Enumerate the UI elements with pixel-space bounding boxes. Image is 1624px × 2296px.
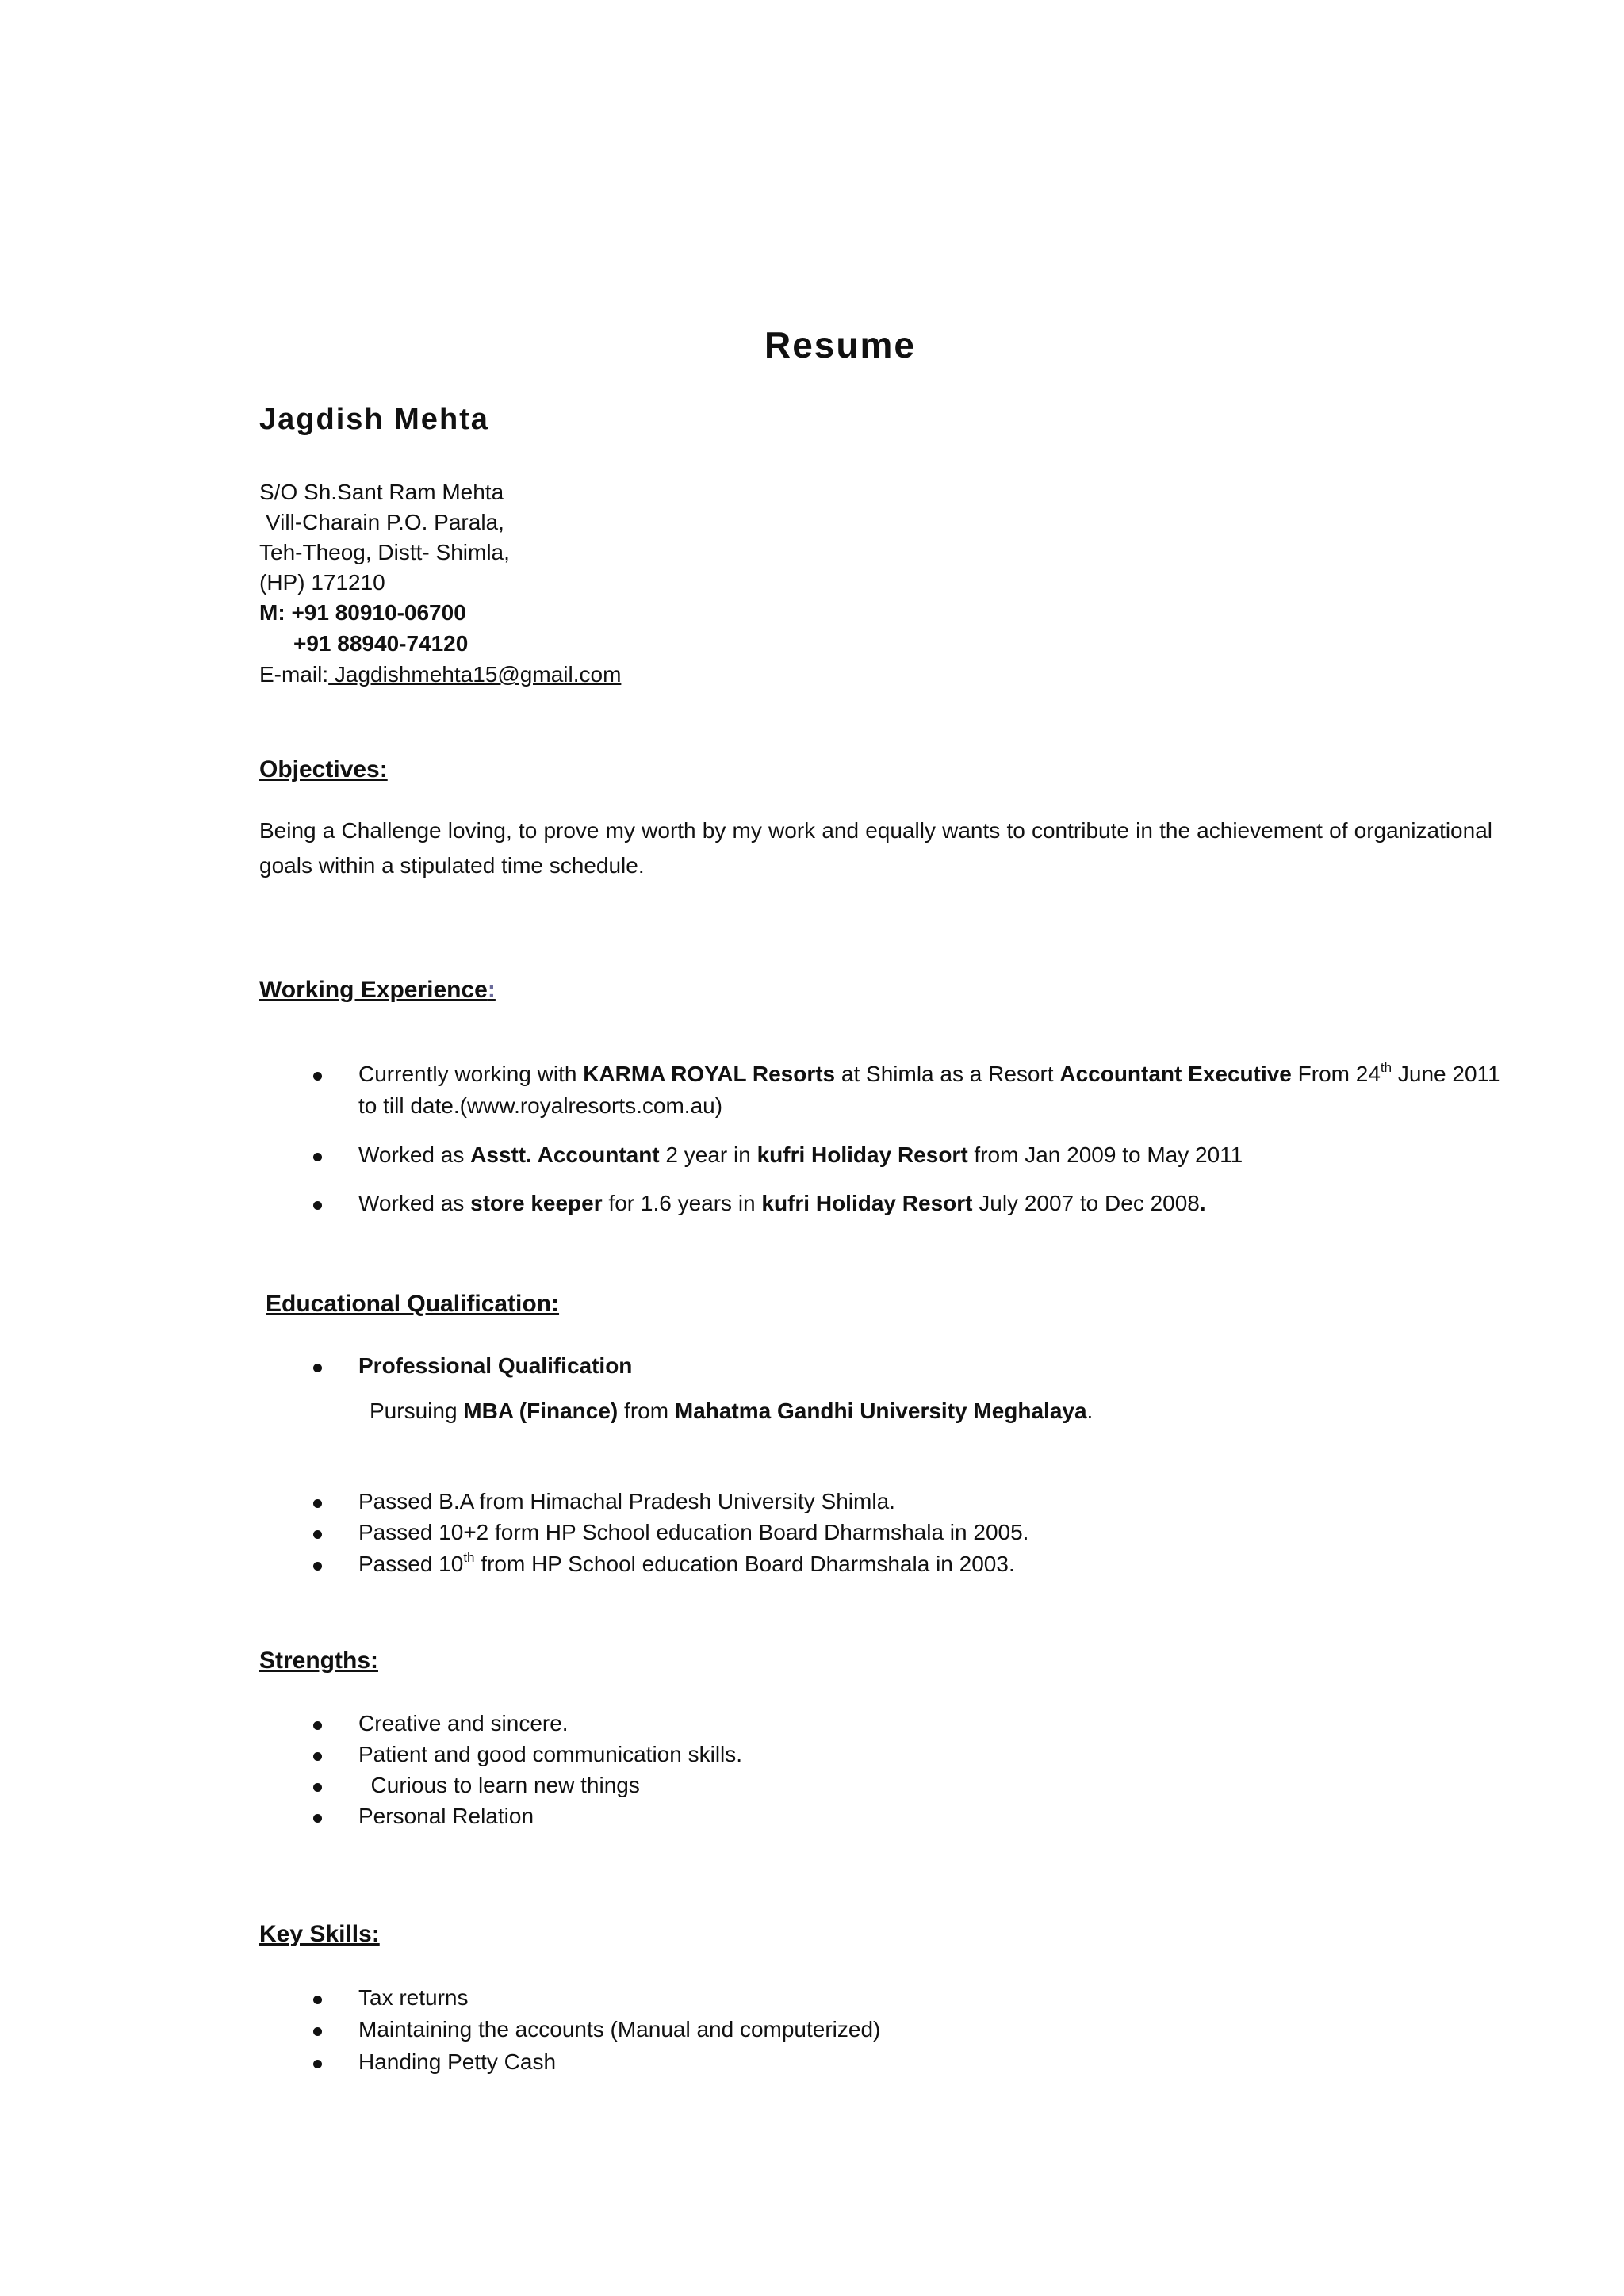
strength-item: Patient and good communication skills. [358, 1742, 743, 1766]
objectives-heading: Objectives: [259, 756, 388, 783]
mobile-label: M: [259, 600, 285, 625]
bullet [313, 1153, 322, 1161]
bullet [313, 1814, 322, 1823]
experience-item-3: Worked as store keeper for 1.6 years in kufri Holiday Resort July 2007 to Dec 2008. [358, 1191, 1206, 1215]
email-link[interactable]: Jagdishmehta15@gmail.com [328, 662, 622, 687]
mobile-line-1 [259, 598, 466, 628]
skill-item: Maintaining the accounts (Manual and computerized) [358, 2017, 881, 2042]
bullet [313, 2060, 322, 2068]
experience-item-1: Currently working with KARMA ROYAL Resorts at Shimla as a Resort Accountant Executive From 24th June 2011 [358, 1059, 1500, 1086]
bullet [313, 1364, 322, 1372]
email-label: E-mail: [259, 662, 329, 687]
experience-heading-colon: : [487, 977, 496, 1003]
education-item-3: Passed 10th from HP School education Board Dharmshala in 2003. [358, 1549, 1015, 1576]
professional-qualification-label: Professional Qualification [358, 1353, 633, 1378]
experience-item-2: Worked as Asstt. Accountant 2 year in kufri Holiday Resort from Jan 2009 to May 2011 [358, 1142, 1243, 1167]
strength-item: Curious to learn new things [358, 1773, 640, 1797]
education-heading: Educational Qualification: [266, 1291, 560, 1317]
address-line-2: Vill-Charain P.O. Parala, [266, 510, 504, 534]
strength-item: Personal Relation [358, 1804, 534, 1828]
bullet [313, 1499, 322, 1508]
objectives-text: Being a Challenge loving, to prove my worth by my work and equally wants to contribute in the achievement of organizational goals within a stipulated time schedule. [259, 818, 1492, 878]
bullet [313, 1752, 322, 1761]
bullet [313, 2027, 322, 2036]
address-line-4: (HP) 171210 [259, 570, 385, 595]
education-item-1: Passed B.A from Himachal Pradesh University Shimla. [358, 1489, 895, 1513]
skill-item: Handing Petty Cash [358, 2049, 557, 2074]
experience-heading-text: Working Experience [259, 977, 488, 1003]
strength-item: Creative and sincere. [358, 1711, 569, 1735]
pursuing-line: Pursuing MBA (Finance) from Mahatma Gandhi University Meghalaya. [370, 1399, 1094, 1423]
bullet [313, 1996, 322, 2004]
education-item-2: Passed 10+2 form HP School education Board Dharmshala in 2005. [358, 1520, 1029, 1544]
address-line-1: S/O Sh.Sant Ram Mehta [259, 480, 504, 504]
email-line [259, 660, 621, 690]
strengths-heading: Strengths: [259, 1647, 378, 1674]
document-title: Resume [764, 324, 916, 365]
bullet [313, 1562, 322, 1571]
mobile-number-1: +91 80910-06700 [291, 600, 466, 625]
bullet [313, 1072, 322, 1081]
experience-item-1-line-2: to till date.(www.royalresorts.com.au) [358, 1093, 723, 1118]
skill-item: Tax returns [358, 1985, 469, 2010]
bullet [313, 1783, 322, 1792]
candidate-name: Jagdish Mehta [259, 403, 489, 436]
bullet [313, 1201, 322, 1210]
address-line-3: Teh-Theog, Distt- Shimla, [259, 540, 510, 564]
skills-heading: Key Skills: [259, 1921, 380, 1947]
bullet [313, 1721, 322, 1730]
mobile-number-2: +91 88940-74120 [293, 631, 469, 656]
experience-heading [259, 977, 496, 1004]
bullet [313, 1530, 322, 1539]
